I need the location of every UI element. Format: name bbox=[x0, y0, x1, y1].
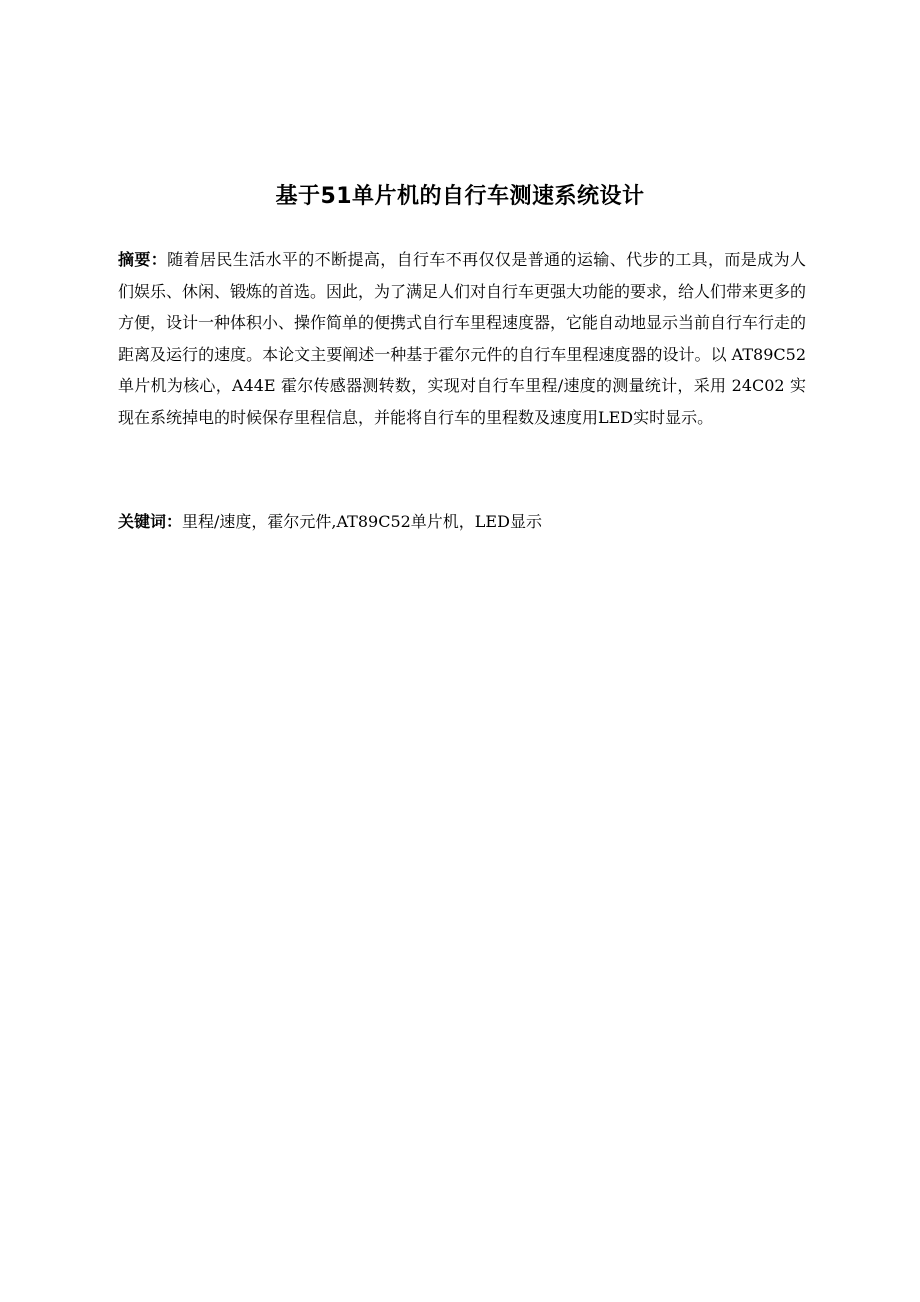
abstract-paragraph bbox=[118, 244, 806, 434]
document-title: 基于51单片机的自行车测速系统设计 bbox=[275, 184, 645, 209]
keywords-label: 关键词： bbox=[118, 512, 183, 531]
abstract-label: 摘要： bbox=[118, 250, 168, 269]
abstract-text: 随着居民生活水平的不断提高，自行车不再仅仅是普通的运输、代步的工具，而是成为人们娱乐、休闲、锻炼的首选。因此，为了满足人们对自行车更强大功能的要求，给人们带来更多的方便，设计一种体积小、操作简单的便携式自行车里程速度器，它能自动地显示当前自行车行走的距离及运行的速度。本论文主要阐述一种基于霍尔元件的自行车里程速度器的设计。以 AT89C52 单片机为核心，A44E 霍尔传感器测转数，实现对自行车里程/速度的测量统计，采用 24C02 实现在系统掉电的时候保存里程信息，并能将自行车的里程数及速度用LED实时显示。 bbox=[118, 250, 807, 427]
keywords-line bbox=[118, 506, 806, 537]
keywords-text: 里程/速度，霍尔元件,AT89C52单片机，LED显示 bbox=[182, 512, 542, 531]
